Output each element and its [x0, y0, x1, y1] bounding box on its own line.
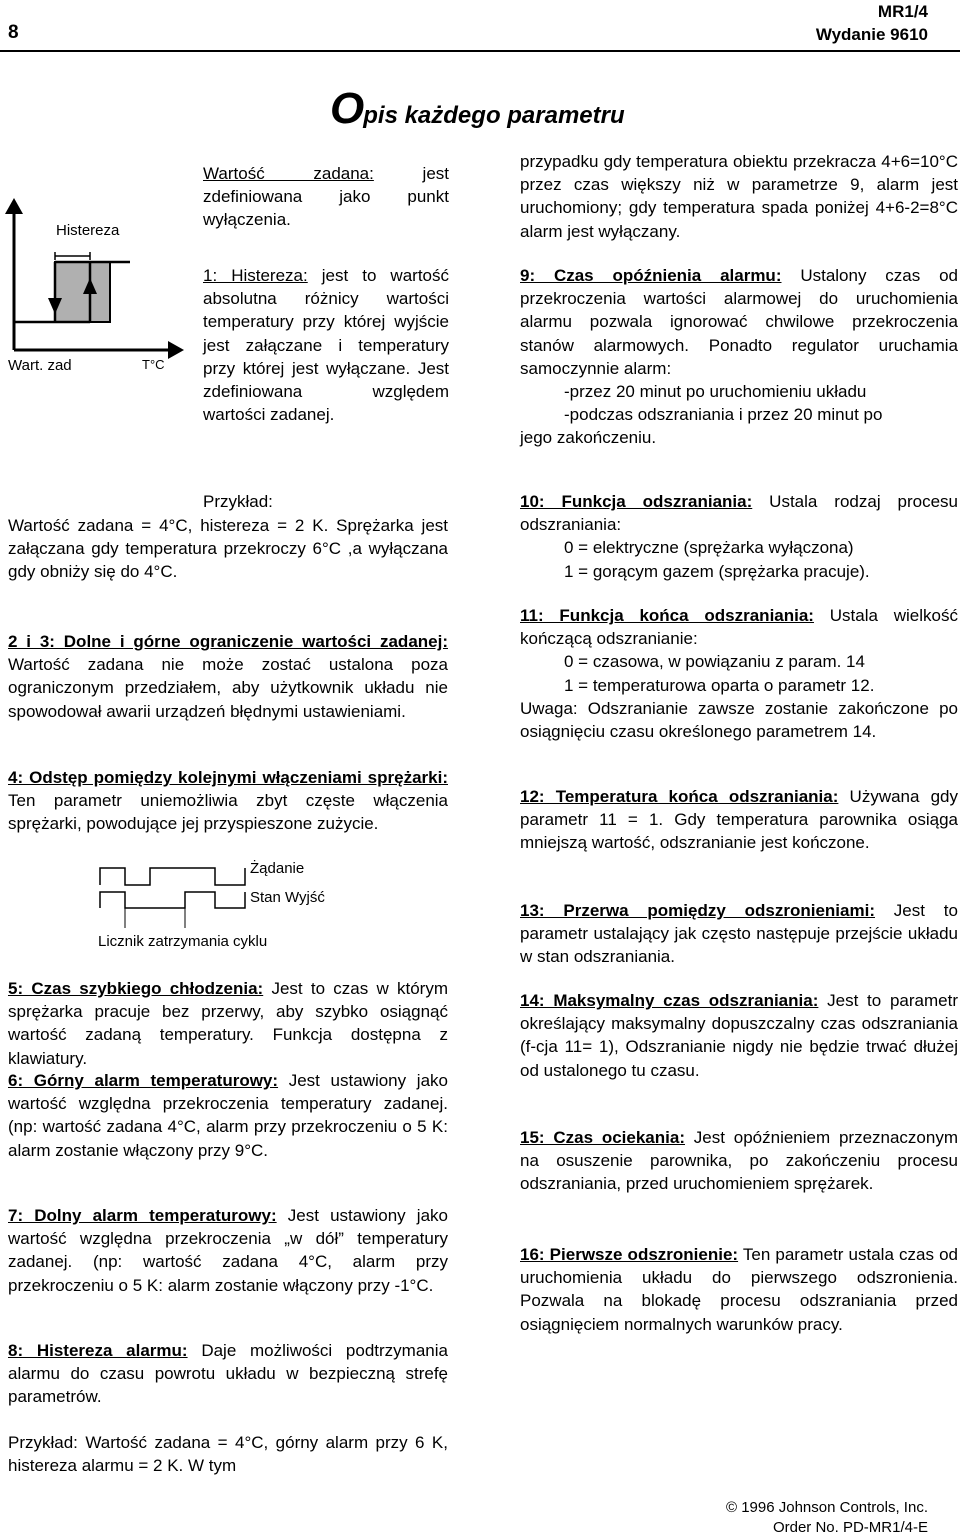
param-9-item-1: -przez 20 minut po uruchomieniu układu [564, 382, 867, 402]
param-9-heading: 9: Czas opóźnienia alarmu: [520, 266, 782, 285]
timing-diagram [95, 860, 255, 930]
continuation-text: przypadku gdy temperatura obiektu przekracza 4+6=10°C przez czas większy niż w parametrze 9, alarm jest uruchomiony; gdy temperatura spada poniżej 4+6-2=8°C alarm jest wyłączany. [520, 152, 958, 241]
param-16-heading: 16: Pierwsze odszronienie: [520, 1245, 739, 1264]
param-13-heading: 13: Przerwa pomiędzy odszronieniami: [520, 901, 875, 920]
param-14-text: Jest to parametr określający maksymalny dopuszczalny czas odszraniania (f-cja 11= 1), Odszranianie nigdy nie będzie trwać dłużej od ustalonego tu czasu. [520, 991, 958, 1080]
param-8-text: Daje możliwości podtrzymania alarmu do czasu powrotu układu w bezpieczną strefę parametrów. [8, 1341, 448, 1407]
param-9-item-2: -podczas odszraniania i przez 20 minut po [564, 405, 883, 425]
page-number: 8 [8, 22, 19, 43]
footer [726, 1498, 928, 1538]
param-10-heading: 10: Funkcja odszraniania: [520, 492, 753, 511]
param-9-tail: jego zakończeniu. [520, 428, 657, 448]
edition: Wydanie 9610 [815, 25, 928, 44]
param-5 [8, 977, 448, 1070]
param-7-heading: 7: Dolny alarm temperaturowy: [8, 1206, 277, 1225]
header-right [816, 0, 928, 46]
param-2-3 [8, 630, 448, 723]
param-1-heading: 1: Histereza: [203, 266, 308, 285]
param-12-text: Używana gdy parametr 11 = 1. Gdy temperatura parownika osiąga mniejszą wartość, odszranianie jest kończone. [520, 787, 958, 853]
param-7-text: Jest ustawiony jako wartość względna przekroczenia „w dół” temperatury zadanej. (np: wartość zadana 4°C, alarm przy przekroczeniu o 5 K: alarm zostanie włączony przy -1°C. [8, 1206, 448, 1295]
param-11-heading: 11: Funkcja końca odszraniania: [520, 606, 814, 625]
param-8-heading: 8: Histereza alarmu: [8, 1341, 188, 1360]
param-9 [520, 264, 958, 450]
copyright: © 1996 Johnson Controls, Inc. [725, 1499, 928, 1516]
param-15 [520, 1126, 958, 1196]
param-8 [8, 1339, 448, 1409]
param-10 [520, 490, 958, 583]
param-10-option-0: 0 = elektryczne (sprężarka wyłączona) [564, 538, 854, 558]
timing-label-output: Stan Wyjść [250, 889, 325, 906]
param-6-text: Jest ustawiony jako wartość względna przekroczenia temperatury zadanej. (np: wartość zadana 4°C, alarm przy przekroczeniu o 5 K: alarm zostanie włączony przy 9°C. [8, 1071, 448, 1160]
param-11-option-1: 1 = temperaturowa oparta o parametr 12. [564, 675, 875, 695]
param-11-note: Uwaga: Odszranianie zawsze zostanie zakończone po osiągnięciu czasu określonego parametrem 14. [520, 698, 958, 742]
param-1-text: jest to wartość absolutna różnicy wartości temperatury przy której wyjście jest załączane i temperatury przy której jest wyłączane. Jest zdefiniowana względem wartości zadanej. [203, 266, 449, 425]
param-12-heading: 12: Temperatura końca odszraniania: [520, 787, 839, 806]
timing-label-counter: Licznik zatrzymania cyklu [98, 933, 268, 950]
param-15-text: Jest opóźnieniem przeznaczonym na osuszenie parownika, po zakończeniu procesu odszraniania, przed uruchomieniem sprężarek. [520, 1128, 959, 1194]
param-10-text: Ustala rodzaj procesu odszraniania: [520, 492, 958, 535]
order-number: Order No. PD-MR1/4-E [772, 1519, 928, 1536]
param-16 [520, 1243, 958, 1336]
param-11 [520, 604, 958, 743]
param-13 [520, 899, 958, 969]
example-text: Wartość zadana = 4°C, histereza = 2 K. Sprężarka jest załączana gdy temperatura przekroczy 6°C ,a wyłączana gdy obniży się do 4°C. [8, 516, 448, 582]
param-7 [8, 1204, 448, 1297]
setpoint-heading: Wartość zadana: [203, 164, 374, 183]
param-4-text: Ten parametr uniemożliwia zbyt częste włączenia sprężarki, powodujące jej przyspieszone zużycie. [8, 791, 448, 834]
param-8-example: Przykład: Wartość zadana = 4°C, górny alarm przy 6 K, histereza alarmu = 2 K. W tym [8, 1433, 448, 1476]
header-rule [0, 50, 960, 52]
param-9-text: Ustalony czas od przekroczenia wartości alarmowej do uruchomienia alarmu pozwala ignorować chwilowe przekroczenia stanów alarmowych. Ponadto regulator uruchamia samoczynnie alarm: [520, 266, 958, 378]
label-temp: T°C [142, 357, 165, 372]
param-5-heading: 5: Czas szybkiego chłodzenia: [8, 979, 264, 998]
param-4 [8, 766, 448, 836]
setpoint-text: jest zdefiniowana jako punkt wyłączenia. [203, 164, 449, 230]
param-5-text: Jest to czas w którym sprężarka pracuje bez przerwy, aby szybko osiągnąć wartość zadaną temperatury. Funkcja dostępna z klawiatury. [8, 979, 448, 1068]
param-16-text: Ten parametr ustala czas od uruchomienia układu do pierwszego odszronienia. Pozwala na blokadę procesu odszraniania przed osiągnięciem normalnych warunków pracy. [520, 1245, 958, 1334]
doc-id: MR1/4 [877, 2, 928, 21]
timing-label-request: Żądanie [250, 860, 305, 877]
param-11-text: Ustala wielkość kończącą odszranianie: [520, 606, 958, 649]
param-6-heading: 6: Górny alarm temperaturowy: [8, 1071, 279, 1090]
param-13-text: Jest to parametr ustalający jak często następuje przejście układu w stan odszraniania. [520, 901, 958, 967]
param-2-3-text: Wartość zadana nie może zostać ustalona poza ograniczonym przedziałem, aby użytkownik układu nie spowodował awarii urządzeń błędnymi ustawieniami. [8, 655, 448, 721]
title-rest: pis każdego parametru [363, 102, 625, 129]
param-4-heading: 4: Odstęp pomiędzy kolejnymi włączeniami sprężarki: [8, 768, 448, 787]
param-15-heading: 15: Czas ociekania: [520, 1128, 685, 1147]
param-2-3-heading: 2 i 3: Dolne i górne ograniczenie wartości zadanej: [8, 632, 448, 651]
param-14 [520, 989, 958, 1082]
param-1 [203, 264, 449, 426]
param-12 [520, 785, 958, 855]
label-histereza: Histereza [56, 222, 120, 239]
param-6 [8, 1069, 448, 1162]
param-10-option-1: 1 = gorącym gazem (sprężarka pracuje). [564, 561, 870, 581]
param-14-heading: 14: Maksymalny czas odszraniania: [520, 991, 819, 1010]
param-11-option-0: 0 = czasowa, w powiązaniu z param. 14 [564, 652, 865, 672]
title-initial: O [330, 84, 364, 133]
label-wart-zad: Wart. zad [8, 357, 72, 374]
example-label: Przykład: [203, 492, 273, 511]
param-setpoint [203, 162, 449, 232]
page-title [330, 84, 625, 134]
